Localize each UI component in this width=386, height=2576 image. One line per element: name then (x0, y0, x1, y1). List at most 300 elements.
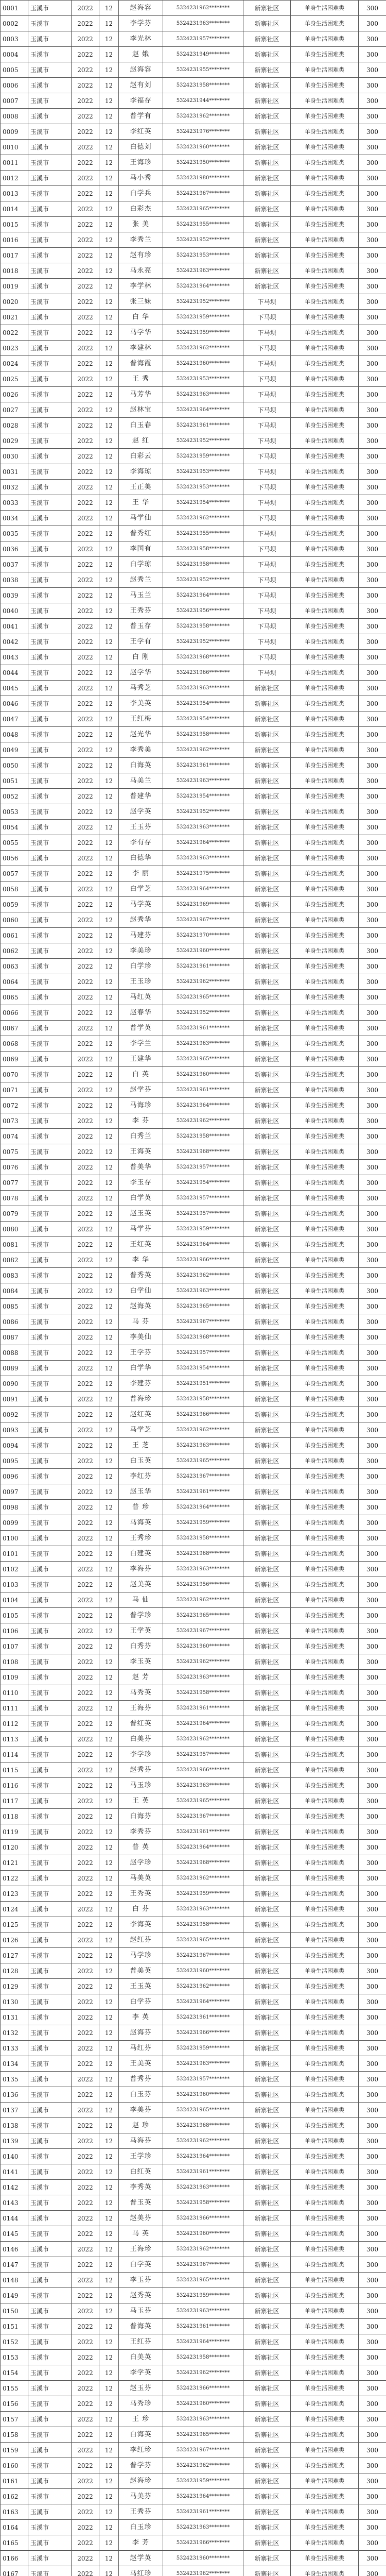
name-cell: 王玉芬 (119, 820, 163, 835)
month-cell: 12 (99, 1268, 119, 1283)
id-number-cell: 5324231967******** (163, 2257, 243, 2273)
city-cell: 玉溪市 (28, 2535, 72, 2551)
year-cell: 2022 (72, 1361, 99, 1376)
table-row (1, 1840, 386, 1855)
village-cell: 新寨社区 (243, 882, 291, 897)
village-cell: 下马坝 (243, 371, 291, 387)
category-cell: 单身生活困难类 (291, 835, 359, 851)
name-cell: 白红英 (119, 2164, 163, 2180)
row-number: 0064 (1, 974, 28, 990)
month-cell: 12 (99, 974, 119, 990)
year-cell: 2022 (72, 1685, 99, 1701)
table-row (1, 2381, 386, 2396)
village-cell: 新寨社区 (243, 2025, 291, 2041)
city-cell: 玉溪市 (28, 742, 72, 758)
row-number: 0081 (1, 1237, 28, 1252)
village-cell: 新寨社区 (243, 1453, 291, 1469)
city-cell: 玉溪市 (28, 1948, 72, 1963)
id-number-cell: 5324231962******** (163, 1, 243, 16)
city-cell: 玉溪市 (28, 820, 72, 835)
name-cell: 李红珍 (119, 2443, 163, 2458)
amount-cell: 300 (359, 1314, 386, 1330)
village-cell: 新寨社区 (243, 1082, 291, 1098)
year-cell: 2022 (72, 2303, 99, 2319)
city-cell: 玉溪市 (28, 1515, 72, 1531)
month-cell: 12 (99, 2211, 119, 2226)
village-cell: 新寨社区 (243, 1206, 291, 1222)
category-cell: 单身生活困难类 (291, 2566, 359, 2576)
year-cell: 2022 (72, 62, 99, 78)
table-row (1, 1701, 386, 1716)
year-cell: 2022 (72, 1407, 99, 1422)
table-row (1, 418, 386, 433)
month-cell: 12 (99, 2010, 119, 2025)
year-cell: 2022 (72, 1793, 99, 1809)
month-cell: 12 (99, 16, 119, 31)
table-row (1, 2041, 386, 2056)
table-row (1, 912, 386, 928)
city-cell: 玉溪市 (28, 727, 72, 742)
table-row (1, 1732, 386, 1747)
year-cell: 2022 (72, 882, 99, 897)
category-cell: 单身生活困难类 (291, 310, 359, 325)
name-cell: 白学珍 (119, 959, 163, 974)
id-number-cell: 5324231963******** (163, 263, 243, 279)
category-cell: 单身生活困难类 (291, 1531, 359, 1546)
city-cell: 玉溪市 (28, 1469, 72, 1484)
category-cell: 单身生活困难类 (291, 186, 359, 201)
year-cell: 2022 (72, 1330, 99, 1345)
month-cell: 12 (99, 758, 119, 773)
village-cell: 新寨社区 (243, 2211, 291, 2226)
name-cell: 李秀美 (119, 742, 163, 758)
village-cell: 新寨社区 (243, 681, 291, 696)
village-cell: 新寨社区 (243, 1376, 291, 1392)
row-number: 0165 (1, 2535, 28, 2551)
village-cell: 新寨社区 (243, 1747, 291, 1762)
row-number: 0143 (1, 2195, 28, 2211)
table-row (1, 217, 386, 232)
city-cell: 玉溪市 (28, 2551, 72, 2566)
table-row (1, 201, 386, 217)
city-cell: 玉溪市 (28, 851, 72, 866)
village-cell: 新寨社区 (243, 1160, 291, 1175)
category-cell: 单身生活困难类 (291, 2489, 359, 2504)
name-cell: 赵有刘 (119, 78, 163, 93)
amount-cell: 300 (359, 1871, 386, 1886)
category-cell: 单身生活困难类 (291, 2257, 359, 2273)
amount-cell: 300 (359, 1979, 386, 1994)
name-cell: 马美英 (119, 1871, 163, 1886)
table-row (1, 1546, 386, 1562)
name-cell: 普玉英 (119, 2195, 163, 2211)
category-cell: 单身生活困难类 (291, 2473, 359, 2489)
city-cell: 玉溪市 (28, 2118, 72, 2133)
amount-cell: 300 (359, 294, 386, 310)
id-number-cell: 5324231959******** (163, 449, 243, 464)
name-cell: 白玉芬 (119, 2087, 163, 2103)
amount-cell: 300 (359, 603, 386, 619)
city-cell: 玉溪市 (28, 1855, 72, 1871)
city-cell: 玉溪市 (28, 2566, 72, 2576)
row-number: 0105 (1, 1608, 28, 1623)
name-cell: 马 芬 (119, 1314, 163, 1330)
table-row (1, 2211, 386, 2226)
amount-cell: 300 (359, 1484, 386, 1500)
village-cell: 新寨社区 (243, 2504, 291, 2520)
table-row (1, 1685, 386, 1701)
year-cell: 2022 (72, 541, 99, 557)
year-cell: 2022 (72, 2365, 99, 2381)
city-cell: 玉溪市 (28, 1685, 72, 1701)
category-cell: 单身生活困难类 (291, 711, 359, 727)
village-cell: 新寨社区 (243, 93, 291, 109)
village-cell: 新寨社区 (243, 2473, 291, 2489)
id-number-cell: 5324231967******** (163, 1948, 243, 1963)
village-cell: 新寨社区 (243, 2288, 291, 2303)
row-number: 0155 (1, 2381, 28, 2396)
year-cell: 2022 (72, 835, 99, 851)
month-cell: 12 (99, 1067, 119, 1082)
month-cell: 12 (99, 1654, 119, 1670)
month-cell: 12 (99, 1252, 119, 1268)
id-number-cell: 5324231956******** (163, 603, 243, 619)
id-number-cell: 5324231963******** (163, 851, 243, 866)
village-cell: 新寨社区 (243, 1005, 291, 1021)
amount-cell: 300 (359, 1206, 386, 1222)
city-cell: 玉溪市 (28, 2396, 72, 2412)
row-number: 0162 (1, 2489, 28, 2504)
id-number-cell: 5324231968******** (163, 650, 243, 665)
village-cell: 下马坝 (243, 634, 291, 650)
category-cell: 单身生活困难类 (291, 943, 359, 959)
year-cell: 2022 (72, 1577, 99, 1592)
table-row (1, 1129, 386, 1144)
name-cell: 李秀芬 (119, 1824, 163, 1840)
city-cell: 玉溪市 (28, 140, 72, 155)
id-number-cell: 5324231954******** (163, 711, 243, 727)
table-row (1, 2350, 386, 2365)
row-number: 0022 (1, 325, 28, 341)
village-cell: 下马坝 (243, 665, 291, 681)
id-number-cell: 5324231965******** (163, 2103, 243, 2118)
city-cell: 玉溪市 (28, 62, 72, 78)
year-cell: 2022 (72, 1160, 99, 1175)
amount-cell: 300 (359, 2473, 386, 2489)
table-row (1, 464, 386, 480)
amount-cell: 300 (359, 2072, 386, 2087)
name-cell: 王 秀 (119, 371, 163, 387)
village-cell: 新寨社区 (243, 1330, 291, 1345)
name-cell: 马秀芝 (119, 681, 163, 696)
year-cell: 2022 (72, 140, 99, 155)
table-row (1, 1824, 386, 1840)
village-cell: 新寨社区 (243, 1670, 291, 1685)
id-number-cell: 5324231957******** (163, 31, 243, 47)
amount-cell: 300 (359, 495, 386, 511)
month-cell: 12 (99, 480, 119, 495)
name-cell: 赵秀华 (119, 912, 163, 928)
row-number: 0082 (1, 1252, 28, 1268)
row-number: 0047 (1, 711, 28, 727)
village-cell: 新寨社区 (243, 124, 291, 140)
id-number-cell: 5324231958******** (163, 1392, 243, 1407)
village-cell: 新寨社区 (243, 2257, 291, 2273)
row-number: 0033 (1, 495, 28, 511)
id-number-cell: 5324231952******** (163, 634, 243, 650)
category-cell: 单身生活困难类 (291, 2303, 359, 2319)
amount-cell: 300 (359, 78, 386, 93)
name-cell: 白美芬 (119, 1732, 163, 1747)
table-row (1, 2087, 386, 2103)
amount-cell: 300 (359, 2566, 386, 2576)
table-row (1, 2010, 386, 2025)
year-cell: 2022 (72, 1082, 99, 1098)
name-cell: 李玉芬 (119, 2273, 163, 2288)
city-cell: 玉溪市 (28, 1005, 72, 1021)
row-number: 0076 (1, 1160, 28, 1175)
amount-cell: 300 (359, 2257, 386, 2273)
row-number: 0139 (1, 2133, 28, 2149)
row-number: 0058 (1, 882, 28, 897)
city-cell: 玉溪市 (28, 1082, 72, 1098)
table-row (1, 279, 386, 294)
year-cell: 2022 (72, 820, 99, 835)
village-cell: 下马坝 (243, 572, 291, 588)
month-cell: 12 (99, 2504, 119, 2520)
city-cell: 玉溪市 (28, 1484, 72, 1500)
row-number: 0069 (1, 1052, 28, 1067)
village-cell: 新寨社区 (243, 2041, 291, 2056)
amount-cell: 300 (359, 2226, 386, 2242)
row-number: 0142 (1, 2180, 28, 2195)
amount-cell: 300 (359, 1361, 386, 1376)
village-cell: 新寨社区 (243, 2133, 291, 2149)
year-cell: 2022 (72, 1840, 99, 1855)
row-number: 0031 (1, 464, 28, 480)
year-cell: 2022 (72, 1762, 99, 1778)
id-number-cell: 5324231955******** (163, 526, 243, 541)
name-cell: 赵秀芬 (119, 1762, 163, 1778)
city-cell: 玉溪市 (28, 1021, 72, 1036)
name-cell: 马海芬 (119, 2133, 163, 2149)
month-cell: 12 (99, 171, 119, 186)
village-cell: 新寨社区 (243, 1654, 291, 1670)
row-number: 0036 (1, 541, 28, 557)
year-cell: 2022 (72, 1546, 99, 1562)
table-row (1, 2025, 386, 2041)
table-row (1, 1778, 386, 1793)
table-row (1, 804, 386, 820)
amount-cell: 300 (359, 1144, 386, 1160)
row-number: 0004 (1, 47, 28, 62)
id-number-cell: 5324231965******** (163, 2273, 243, 2288)
month-cell: 12 (99, 1963, 119, 1979)
table-row (1, 1222, 386, 1237)
village-cell: 新寨社区 (243, 1963, 291, 1979)
category-cell: 单身生活困难类 (291, 634, 359, 650)
city-cell: 玉溪市 (28, 1067, 72, 1082)
village-cell: 新寨社区 (243, 186, 291, 201)
year-cell: 2022 (72, 851, 99, 866)
category-cell: 单身生活困难类 (291, 1175, 359, 1191)
id-number-cell: 5324231960******** (163, 356, 243, 371)
village-cell: 新寨社区 (243, 1067, 291, 1082)
village-cell: 新寨社区 (243, 1762, 291, 1778)
name-cell: 普学芬 (119, 2458, 163, 2473)
amount-cell: 300 (359, 2273, 386, 2288)
id-number-cell: 5324231961******** (163, 1021, 243, 1036)
table-row (1, 1314, 386, 1330)
month-cell: 12 (99, 78, 119, 93)
category-cell: 单身生活困难类 (291, 294, 359, 310)
name-cell: 赵美芬 (119, 2211, 163, 2226)
id-number-cell: 5324231960******** (163, 1067, 243, 1082)
row-number: 0154 (1, 2365, 28, 2381)
month-cell: 12 (99, 464, 119, 480)
city-cell: 玉溪市 (28, 232, 72, 248)
amount-cell: 300 (359, 2427, 386, 2443)
table-row (1, 1330, 386, 1345)
month-cell: 12 (99, 696, 119, 711)
year-cell: 2022 (72, 2473, 99, 2489)
village-cell: 新寨社区 (243, 1871, 291, 1886)
id-number-cell: 5324231962******** (163, 974, 243, 990)
month-cell: 12 (99, 310, 119, 325)
amount-cell: 300 (359, 1762, 386, 1778)
name-cell: 李光林 (119, 31, 163, 47)
city-cell: 玉溪市 (28, 974, 72, 990)
village-cell: 新寨社区 (243, 2118, 291, 2133)
city-cell: 玉溪市 (28, 2489, 72, 2504)
table-row (1, 1716, 386, 1732)
row-number: 0111 (1, 1701, 28, 1716)
village-cell: 下马坝 (243, 325, 291, 341)
row-number: 0023 (1, 341, 28, 356)
id-number-cell: 5324231962******** (163, 2242, 243, 2257)
month-cell: 12 (99, 928, 119, 943)
village-cell: 新寨社区 (243, 2458, 291, 2473)
month-cell: 12 (99, 820, 119, 835)
city-cell: 玉溪市 (28, 959, 72, 974)
month-cell: 12 (99, 1500, 119, 1515)
category-cell: 单身生活困难类 (291, 78, 359, 93)
name-cell: 李建林 (119, 341, 163, 356)
table-row (1, 2226, 386, 2242)
amount-cell: 300 (359, 1716, 386, 1732)
village-cell: 新寨社区 (243, 2303, 291, 2319)
table-row (1, 789, 386, 804)
year-cell: 2022 (72, 47, 99, 62)
year-cell: 2022 (72, 232, 99, 248)
city-cell: 玉溪市 (28, 1701, 72, 1716)
category-cell: 单身生活困难类 (291, 1855, 359, 1871)
category-cell: 单身生活困难类 (291, 1036, 359, 1052)
category-cell: 单身生活困难类 (291, 1283, 359, 1299)
row-number: 0136 (1, 2087, 28, 2103)
row-number: 0080 (1, 1222, 28, 1237)
category-cell: 单身生活困难类 (291, 882, 359, 897)
amount-cell: 300 (359, 1577, 386, 1592)
city-cell: 玉溪市 (28, 1577, 72, 1592)
year-cell: 2022 (72, 325, 99, 341)
row-number: 0110 (1, 1685, 28, 1701)
year-cell: 2022 (72, 418, 99, 433)
year-cell: 2022 (72, 2072, 99, 2087)
city-cell: 玉溪市 (28, 1361, 72, 1376)
village-cell: 新寨社区 (243, 804, 291, 820)
month-cell: 12 (99, 356, 119, 371)
month-cell: 12 (99, 1747, 119, 1762)
table-row (1, 1500, 386, 1515)
name-cell: 王秀珍 (119, 1531, 163, 1546)
city-cell: 玉溪市 (28, 2412, 72, 2427)
category-cell: 单身生活困难类 (291, 990, 359, 1005)
amount-cell: 300 (359, 1963, 386, 1979)
amount-cell: 300 (359, 1685, 386, 1701)
table-row (1, 835, 386, 851)
city-cell: 玉溪市 (28, 1438, 72, 1453)
table-row (1, 1283, 386, 1299)
row-number: 0021 (1, 310, 28, 325)
year-cell: 2022 (72, 1021, 99, 1036)
table-row (1, 2412, 386, 2427)
city-cell: 玉溪市 (28, 31, 72, 47)
id-number-cell: 5324231964******** (163, 588, 243, 603)
id-number-cell: 5324231964******** (163, 1994, 243, 2010)
id-number-cell: 5324231959******** (163, 1886, 243, 1902)
city-cell: 玉溪市 (28, 1732, 72, 1747)
village-cell: 新寨社区 (243, 1592, 291, 1608)
year-cell: 2022 (72, 526, 99, 541)
category-cell: 单身生活困难类 (291, 155, 359, 171)
month-cell: 12 (99, 742, 119, 758)
year-cell: 2022 (72, 2087, 99, 2103)
table-row (1, 1407, 386, 1422)
row-number: 0118 (1, 1809, 28, 1824)
category-cell: 单身生活困难类 (291, 1438, 359, 1453)
month-cell: 12 (99, 1036, 119, 1052)
name-cell: 赵有珍 (119, 248, 163, 263)
name-cell: 马学英 (119, 897, 163, 912)
table-row (1, 1036, 386, 1052)
city-cell: 玉溪市 (28, 155, 72, 171)
row-number: 0108 (1, 1654, 28, 1670)
id-number-cell: 5324231953******** (163, 371, 243, 387)
city-cell: 玉溪市 (28, 1222, 72, 1237)
month-cell: 12 (99, 62, 119, 78)
village-cell: 新寨社区 (243, 1252, 291, 1268)
year-cell: 2022 (72, 2133, 99, 2149)
category-cell: 单身生活困难类 (291, 2056, 359, 2072)
year-cell: 2022 (72, 2025, 99, 2041)
village-cell: 新寨社区 (243, 1979, 291, 1994)
row-number: 0089 (1, 1361, 28, 1376)
id-number-cell: 5324231958******** (163, 727, 243, 742)
category-cell: 单身生活困难类 (291, 1747, 359, 1762)
table-row (1, 696, 386, 711)
month-cell: 12 (99, 2458, 119, 2473)
month-cell: 12 (99, 2257, 119, 2273)
table-row (1, 1793, 386, 1809)
category-cell: 单身生活困难类 (291, 1, 359, 16)
village-cell: 新寨社区 (243, 1361, 291, 1376)
row-number: 0100 (1, 1531, 28, 1546)
table-row (1, 943, 386, 959)
category-cell: 单身生活困难类 (291, 2118, 359, 2133)
city-cell: 玉溪市 (28, 990, 72, 1005)
name-cell: 李学林 (119, 279, 163, 294)
